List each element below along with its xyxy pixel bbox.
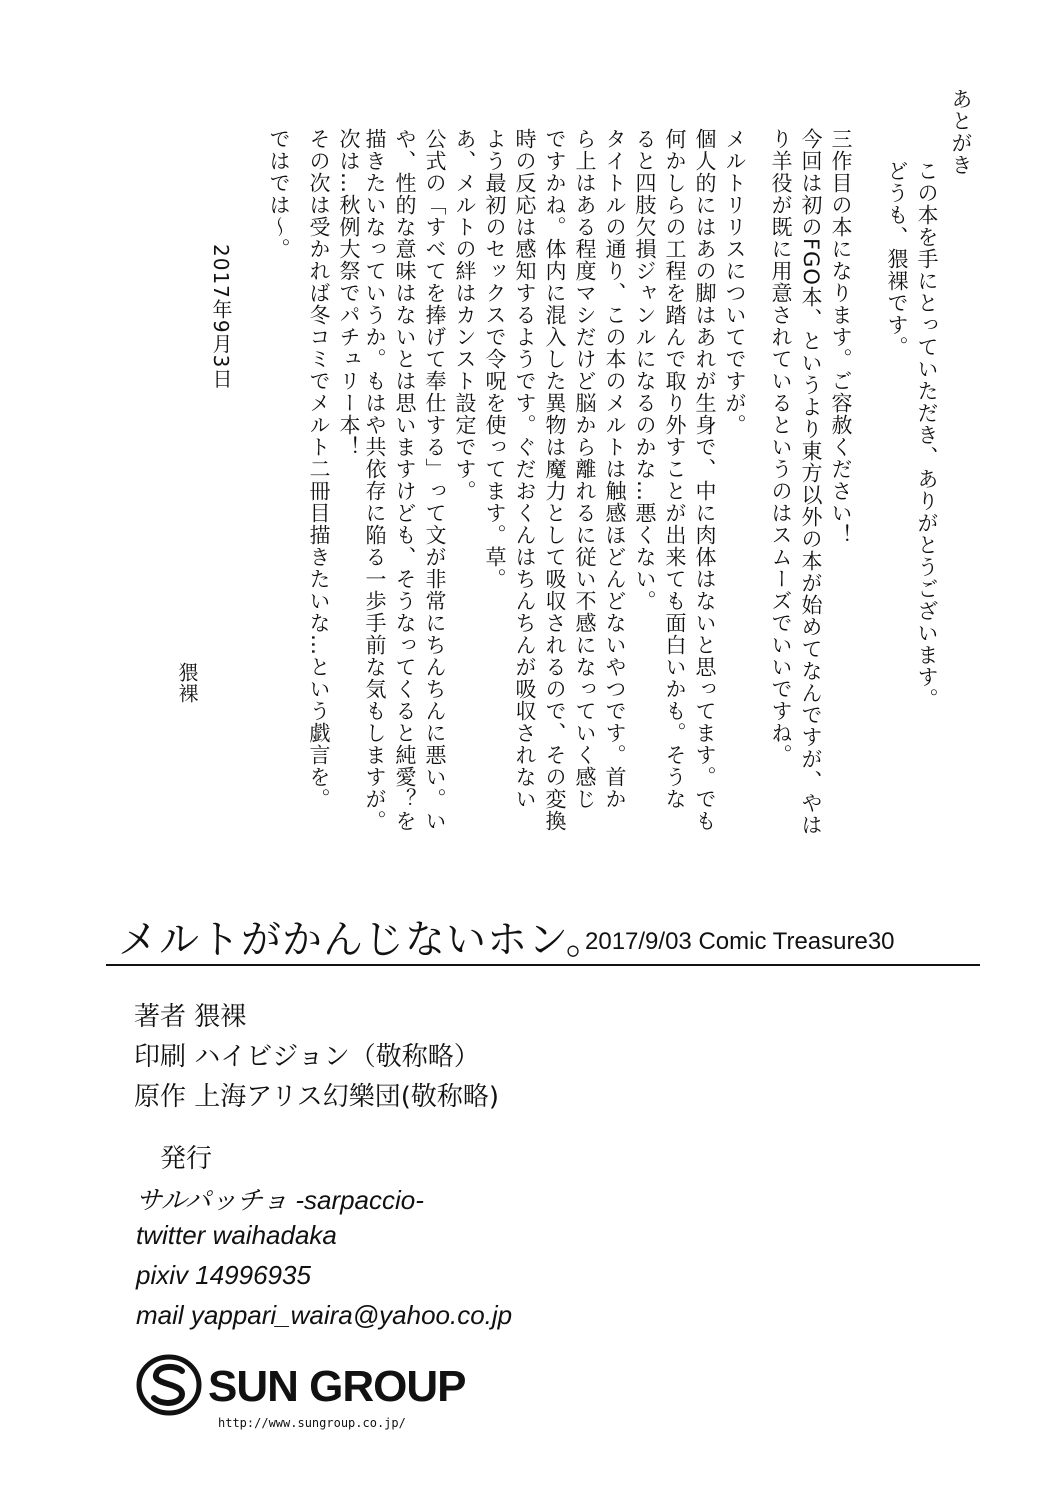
- publisher-label: 発行: [160, 1144, 213, 1174]
- mail-address: mail yappari_waira@yahoo.co.jp: [136, 1300, 513, 1330]
- afterword-line: 今回は初のFGO本、というより東方以外の本が始めてなんですが、やは: [799, 128, 823, 836]
- afterword-line: タイトルの通り、この本のメルトは触感ほどんどないやつです。首か: [603, 128, 627, 810]
- afterword-line: あ、メルトの絆はカンスト設定です。: [453, 128, 477, 502]
- afterword-line: どうも、猥裸です。: [885, 160, 909, 358]
- afterword-date: 2017年9月3日: [209, 244, 233, 390]
- pixiv-id: pixiv 14996935: [136, 1260, 311, 1290]
- sun-group-mark-icon: [136, 1354, 202, 1416]
- afterword-line: 何かしらの工程を踏んで取り外すことが出来ても面白いかも。そうな: [663, 128, 687, 810]
- afterword-line: 三作目の本になります。ご容赦ください！: [829, 128, 853, 546]
- afterword-line: り羊役が既に用意されているというのはスムーズでいいですね。: [769, 128, 793, 766]
- afterword-line: メルトリリスについてですが。: [723, 128, 747, 436]
- afterword-line: この本を手にとっていただき、ありがとうございます。: [915, 160, 939, 710]
- afterword-signature: 猥裸: [175, 662, 199, 704]
- afterword-line: よう最初のセックスで令呪を使ってます。草。: [483, 128, 507, 590]
- afterword-line: や、性的な意味はないとは思いますけども、そうなってくると純愛？を: [393, 128, 417, 832]
- circle-name: サルパッチョ -sarpaccio-: [136, 1185, 424, 1215]
- afterword-line: 次は…秋例大祭でパチュリー本！: [337, 128, 361, 458]
- credit-author: 著者 猥裸: [134, 1002, 247, 1032]
- title-divider: [106, 964, 980, 966]
- afterword-line: 公式の「すべてを捧げて奉仕する」って文が非常にちんちんに悪い。い: [423, 128, 447, 832]
- afterword-line: ですかね。体内に混入した異物は魔力として吸収されるので、その変換: [543, 128, 567, 832]
- credit-original: 原作 上海アリス幻樂団(敬称略): [134, 1082, 499, 1112]
- afterword-line: 個人的にはあの脚はあれが生身で、中に肉体はないと思ってます。でも: [693, 128, 717, 832]
- colophon-title-row: [110, 902, 980, 962]
- afterword-line: ら上はある程度マシだけど脳から離れるに従い不感になっていく感じ: [573, 128, 597, 810]
- event-info: 2017/9/03 Comic Treasure30: [585, 928, 895, 955]
- afterword-line: ではでは～。: [267, 128, 291, 260]
- logo-name: SUN GROUP: [208, 1362, 466, 1411]
- sun-group-logo: [136, 1352, 466, 1432]
- credit-printer: 印刷 ハイビジョン（敬称略）: [134, 1042, 480, 1072]
- afterword-line: ると四肢欠損ジャンルになるのかな…悪くない。: [633, 128, 657, 612]
- book-title: メルトがかんじないホン。: [118, 917, 607, 963]
- afterword-line: 描きたいなっていうか。もはや共依存に陥る一歩手前な気もしますが。: [363, 128, 387, 832]
- afterword-heading: あとがき: [949, 88, 973, 176]
- afterword-line: その次は受かれば冬コミでメルト二冊目描きたいな…という戯言を。: [307, 128, 331, 810]
- logo-url: http://www.sungroup.co.jp/: [218, 1416, 406, 1430]
- afterword-line: 時の反応は感知するようです。ぐだおくんはちんちんが吸収されない: [513, 128, 537, 810]
- twitter-handle: twitter waihadaka: [136, 1220, 337, 1250]
